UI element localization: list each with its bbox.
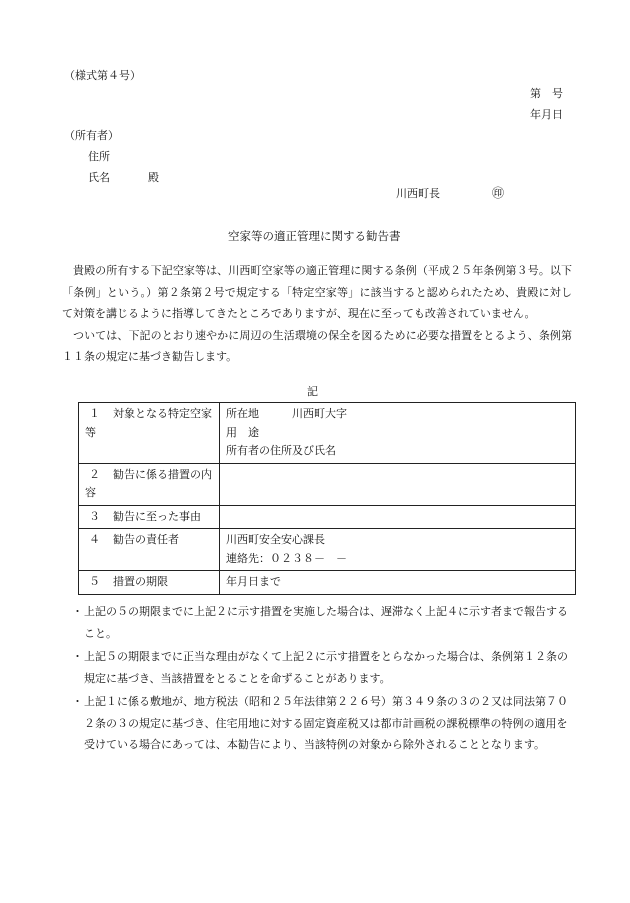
row-label-cell bbox=[79, 505, 220, 529]
row-label: 勧告に係る措置の内容 bbox=[85, 467, 212, 499]
note-text: 上記の５の期限までに上記２に示す措置を実施した場合は、遅滞なく上記４に示す者まで報告すること。 bbox=[84, 605, 568, 640]
table-row bbox=[79, 403, 576, 464]
note-item bbox=[72, 601, 576, 644]
row-label: 措置の期限 bbox=[113, 575, 168, 588]
name-label: 氏名 bbox=[88, 171, 110, 184]
document-title: 空家等の適正管理に関する勧告書 bbox=[228, 229, 401, 243]
notes-list bbox=[72, 601, 576, 758]
row-label: 対象となる特定空家等 bbox=[85, 407, 212, 439]
row-value-cell bbox=[220, 505, 576, 529]
note-text: 上記５の期限までに正当な理由がなくて上記２に示す措置をとらなかった場合は、条例第１２条の規定に基づき、当該措置をとることを命ずることがあります。 bbox=[84, 650, 568, 685]
row-label-cell bbox=[79, 529, 220, 571]
body-paragraph-1: 貴殿の所有する下記空家等は、川西町空家等の適正管理に関する条例（平成２５年条例第３号。以下「条例」という。）第２条第２号で規定する「特定空家等」に該当すると認められたため、貴殿に対して対策を講じるように指導してきたところでありますが、現在に至っても改善されていません。 bbox=[62, 264, 572, 320]
row-label: 勧告の責任者 bbox=[113, 533, 179, 546]
row-value-line: 年月日まで bbox=[226, 575, 281, 588]
body-paragraph-2: ついては、下記のとおり速やかに周辺の生活環境の保全を図るために必要な措置をとるよう、条例第１１条の規定に基づき勧告します。 bbox=[62, 328, 572, 363]
row-label-cell bbox=[79, 571, 220, 595]
table-row bbox=[79, 529, 576, 571]
row-number: １ bbox=[89, 407, 100, 420]
seal-mark: ㊞ bbox=[492, 186, 505, 200]
row-value-line: 所在地 川西町大字 bbox=[226, 407, 347, 420]
form-number: （様式第４号） bbox=[64, 69, 141, 82]
row-value-line: 所有者の住所及び氏名 bbox=[226, 444, 336, 457]
table-row bbox=[79, 571, 576, 595]
bullet-mark: ・ bbox=[72, 695, 83, 708]
honorific: 殿 bbox=[148, 171, 159, 184]
row-value-line: 川西町安全安心課長 bbox=[226, 533, 325, 546]
sender-name: 川西町長 bbox=[396, 187, 440, 200]
table-row bbox=[79, 505, 576, 529]
document-number: 第 号 bbox=[530, 87, 563, 100]
row-value-cell bbox=[220, 529, 576, 571]
row-label: 勧告に至った事由 bbox=[113, 509, 201, 523]
recommendation-table bbox=[78, 402, 576, 595]
row-number: ２ bbox=[89, 467, 100, 481]
row-number: ４ bbox=[89, 533, 100, 546]
body-text bbox=[62, 260, 572, 368]
row-number: ５ bbox=[89, 575, 100, 588]
row-value-cell bbox=[220, 403, 576, 464]
ki-marker: 記 bbox=[307, 385, 318, 398]
note-item bbox=[72, 646, 576, 689]
row-value-line: 用 途 bbox=[226, 425, 259, 439]
bullet-mark: ・ bbox=[72, 650, 83, 663]
note-item bbox=[72, 691, 576, 756]
bullet-mark: ・ bbox=[72, 605, 83, 618]
row-label-cell bbox=[79, 463, 220, 505]
row-value-line: 連絡先：０２３８－ － bbox=[226, 551, 347, 565]
row-label-cell bbox=[79, 403, 220, 464]
row-value-cell bbox=[220, 463, 576, 505]
table-row bbox=[79, 463, 576, 505]
row-number: ３ bbox=[89, 509, 100, 523]
address-label: 住所 bbox=[88, 150, 110, 163]
row-value-cell bbox=[220, 571, 576, 595]
recipient-label: （所有者） bbox=[64, 129, 119, 142]
document-date: 年月日 bbox=[530, 108, 563, 121]
note-text: 上記１に係る敷地が、地方税法（昭和２５年法律第２２６号）第３４９条の３の２又は同法第７０２条の３の規定に基づき、住宅用地に対する固定資産税又は都市計画税の課税標準の特例の適用を受けている場合にあっては、本勧告により、当該特例の対象から除外されることとなります。 bbox=[84, 695, 568, 751]
